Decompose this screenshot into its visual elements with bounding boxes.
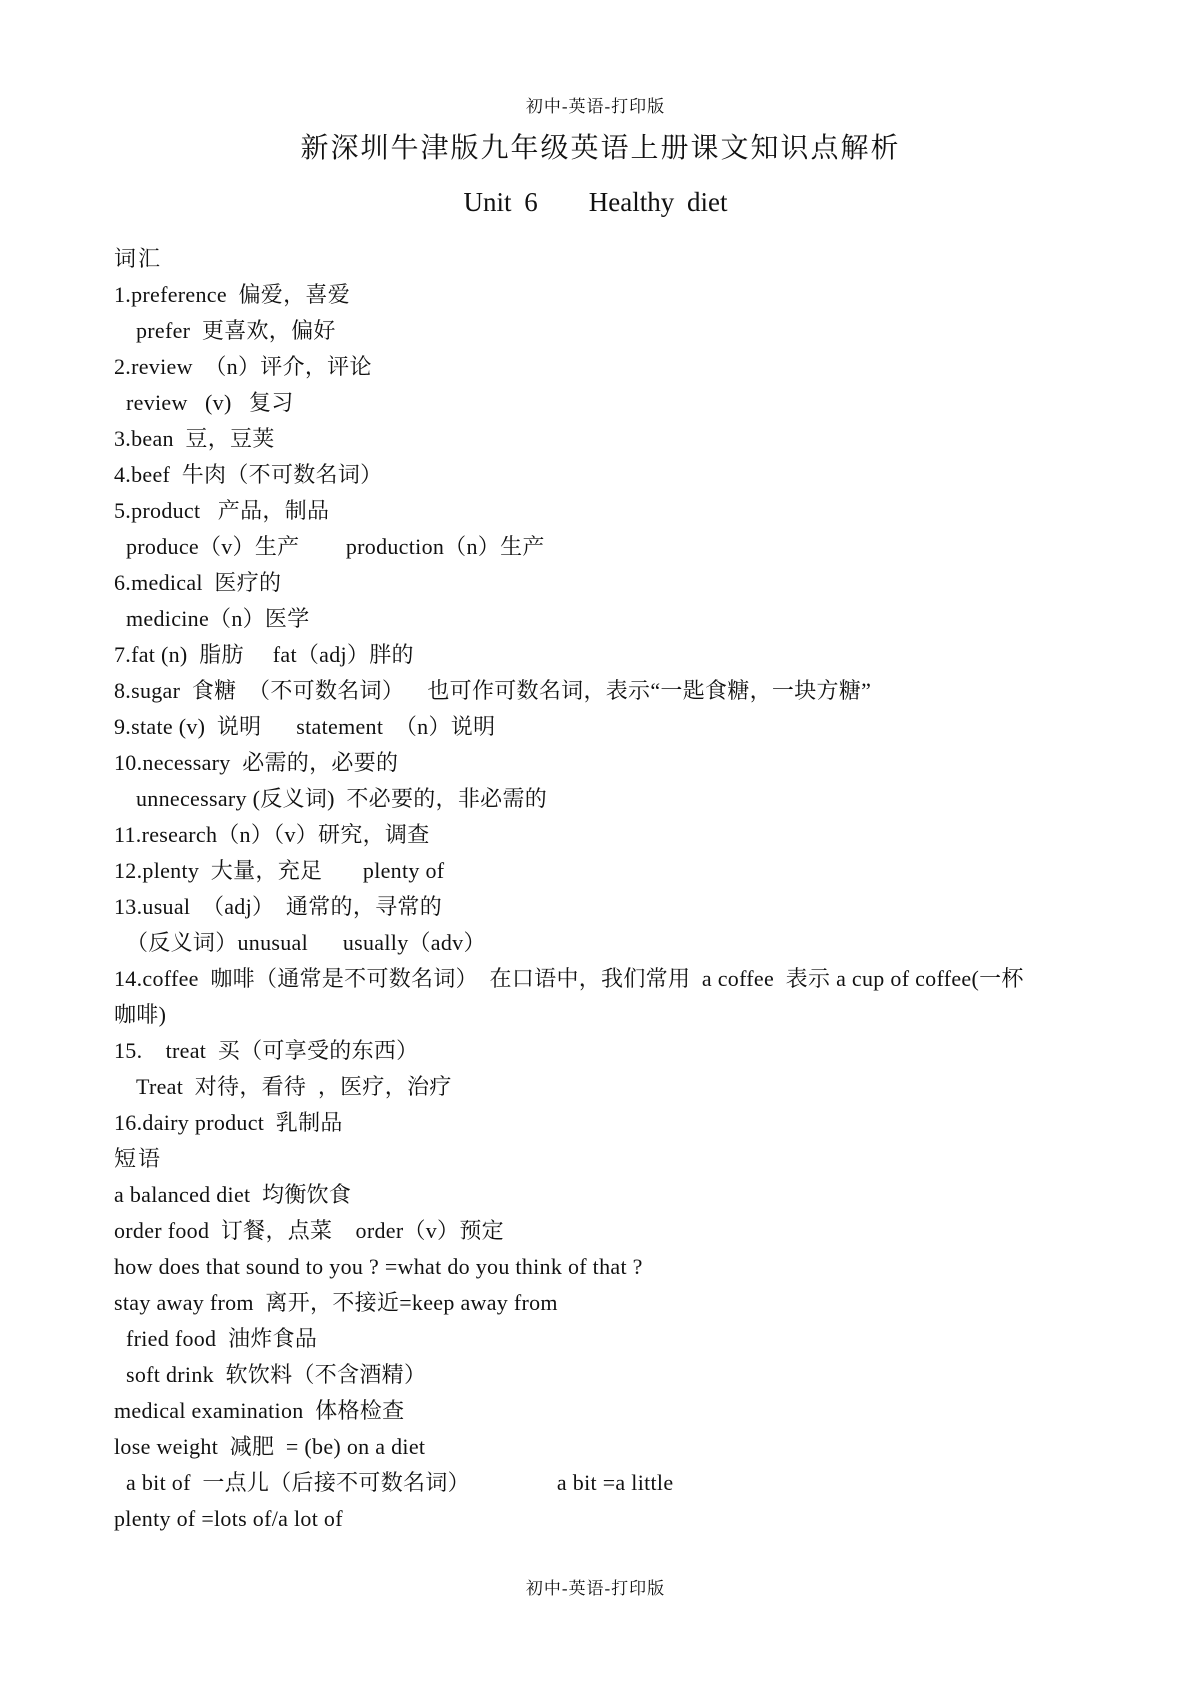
phrase-line: lose weight 减肥 = (be) on a diet xyxy=(114,1434,426,1459)
vocab-line: 12.plenty 大量，充足 plenty of xyxy=(114,858,445,883)
vocab-line: 3.bean 豆，豆荚 xyxy=(114,426,275,451)
vocab-line: 7.fat (n) 脂肪 fat（adj）胖的 xyxy=(114,642,414,667)
vocab-line: 6.medical 医疗的 xyxy=(114,570,282,595)
phrase-line: medical examination 体格检查 xyxy=(114,1398,405,1423)
vocab-line: 9.state (v) 说明 statement （n）说明 xyxy=(114,714,496,739)
vocab-line: Treat 对待，看待 ，医疗，治疗 xyxy=(136,1074,452,1099)
vocab-line: （反义词）unusual usually（adv） xyxy=(126,930,486,955)
document-body xyxy=(114,241,1094,1537)
vocab-line: 14.coffee 咖啡（通常是不可数名词） 在口语中，我们常用 a coffee 表示 a cup of coffee(一杯 xyxy=(114,966,1024,991)
unit-title: Unit 6 Healthy diet xyxy=(463,187,728,217)
phrase-line: a balanced diet 均衡饮食 xyxy=(114,1182,352,1207)
vocab-line: 4.beef 牛肉（不可数名词） xyxy=(114,462,383,487)
phrase-line: how does that sound to you ? =what do you think of that ? xyxy=(114,1254,643,1279)
phrase-line: a bit of 一点儿（后接不可数名词） a bit =a little xyxy=(126,1470,674,1495)
vocab-line: produce（v）生产 production（n）生产 xyxy=(126,534,545,559)
document-title: 新深圳牛津版九年级英语上册课文知识点解析 xyxy=(300,133,901,164)
vocab-line: 15. treat 买（可享受的东西） xyxy=(114,1038,419,1063)
vocab-line: 13.usual （adj） 通常的，寻常的 xyxy=(114,894,443,919)
phrase-line: soft drink 软饮料（不含酒精） xyxy=(126,1362,427,1387)
phrase-line: plenty of =lots of/a lot of xyxy=(114,1506,343,1531)
vocab-line: 5.product 产品，制品 xyxy=(114,498,330,523)
vocab-line: review (v) 复习 xyxy=(126,390,294,415)
section-heading-phrases: 短语 xyxy=(114,1146,163,1171)
vocab-line: 1.preference 偏爱，喜爱 xyxy=(114,282,351,307)
vocab-line: unnecessary (反义词) 不必要的，非必需的 xyxy=(136,786,548,811)
vocab-line: 咖啡) xyxy=(114,1002,167,1027)
page-footer: 初中-英语-打印版 xyxy=(525,1579,666,1598)
section-heading-vocabulary: 词汇 xyxy=(114,246,163,271)
vocab-line: 11.research（n）（v）研究，调查 xyxy=(114,822,430,847)
page-header: 初中-英语-打印版 xyxy=(525,97,666,116)
vocab-line: 2.review （n）评介，评论 xyxy=(114,354,372,379)
phrase-line: stay away from 离开，不接近=keep away from xyxy=(114,1290,558,1315)
vocab-line: 8.sugar 食糖 （不可数名词） 也可作可数名词，表示“一匙食糖，一块方糖” xyxy=(114,678,872,703)
vocab-line: prefer 更喜欢，偏好 xyxy=(136,318,336,343)
phrase-line: fried food 油炸食品 xyxy=(126,1326,318,1351)
vocab-line: 16.dairy product 乳制品 xyxy=(114,1110,343,1135)
phrase-line: order food 订餐，点菜 order（v）预定 xyxy=(114,1218,504,1243)
vocab-line: medicine（n）医学 xyxy=(126,606,310,631)
vocab-line: 10.necessary 必需的，必要的 xyxy=(114,750,399,775)
